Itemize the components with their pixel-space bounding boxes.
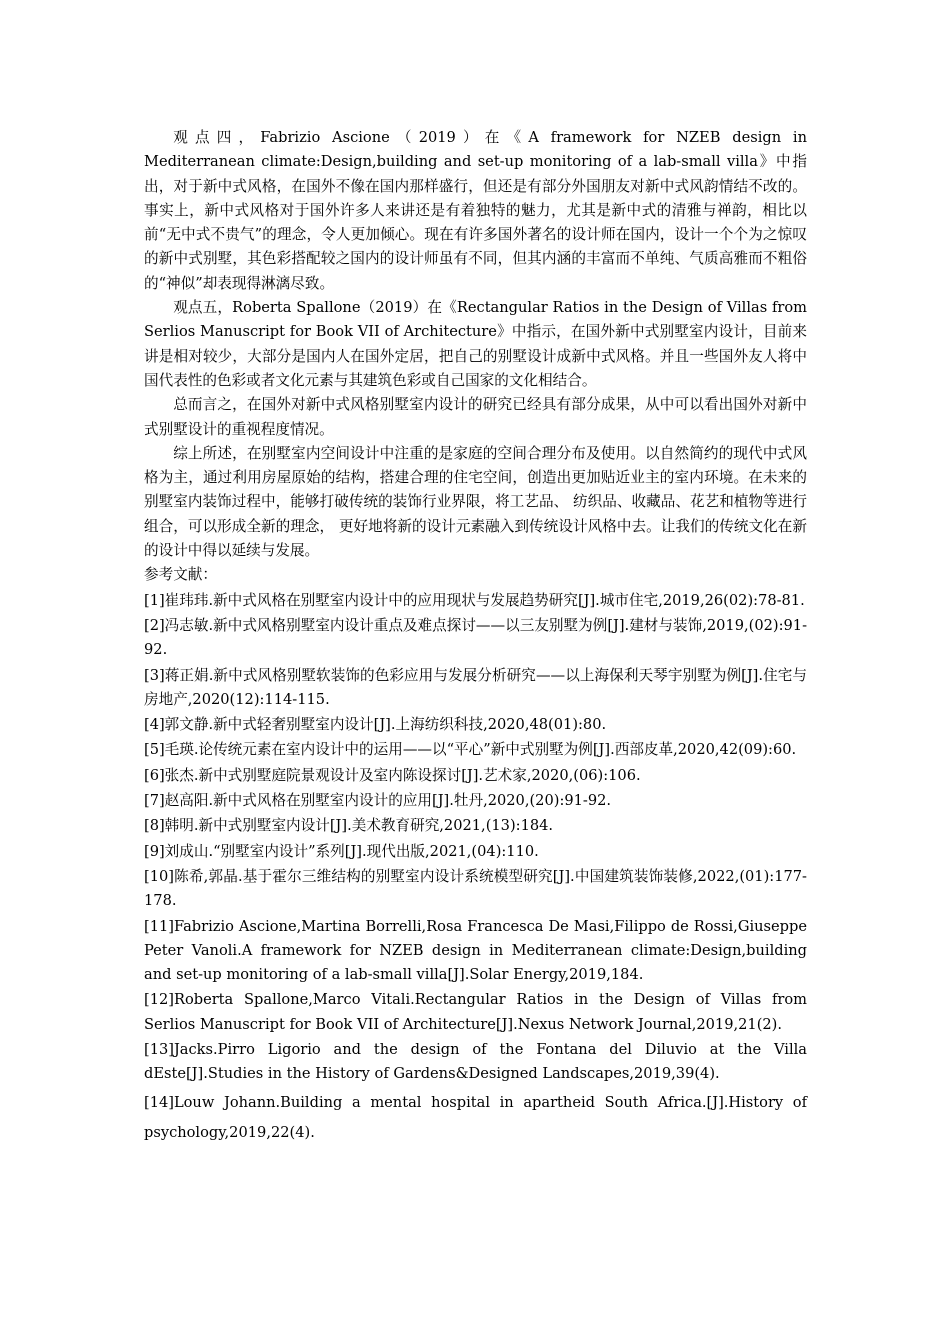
reference-item: [5]毛瑛.论传统元素在室内设计中的运用——以“平心”新中式别墅为例[J].西部皮革,2020,42(09):60. [144,741,797,759]
reference-item: [9]刘成山.“别墅室内设计”系列[J].现代出版,2021,(04):110. [144,842,539,860]
reference-item: [14]Louw Johann.Building a mental hospital in apartheid South Africa.[J].History of psychology,2019,22(4). [144,1093,807,1141]
reference-list [144,589,807,1148]
paragraph-viewpoint-four: 观点四，Fabrizio Ascione（2019）在《A framework for NZEB design in Mediterranean climate:Design,building and set-up monitoring of a lab-small villa》中指出，对于新中式风格，在国外不像在国内那样盛行，但还是有部分外国朋友对新中式风韵情结不改的。事实上，新中式风格对于国外许多人来讲还是有着独特的魅力，尤其是新中式的清雅与禅韵，相比以前“无中式不贵气”的理念，令人更加倾心。现在有许多国外著名的设计师在国内，设计一个个为之惊叹的新中式别墅，其色彩搭配较之国内的设计师虽有不同，但其内涵的丰富而不单纯、气质高雅而不粗俗的“神似”却表现得淋漓尽致。 [144,129,807,292]
reference-item: [10]陈希,郭晶.基于霍尔三维结构的别墅室内设计系统模型研究[J].中国建筑装饰装修,2022,(01):177-178. [144,867,807,910]
reference-item: [11]Fabrizio Ascione,Martina Borrelli,Rosa Francesca De Masi,Filippo de Rossi,Giuseppe Peter Vanoli.A framework for NZEB design in Mediterranean climate:Design,building and set-up monitoring of a lab-small villa[J].Solar Energy,2019,184. [144,917,807,984]
reference-item: [7]赵高阳.新中式风格在别墅室内设计的应用[J].牡丹,2020,(20):91-92. [144,792,612,810]
reference-item: [4]郭文静.新中式轻奢别墅室内设计[J].上海纺织科技,2020,48(01):80. [144,716,607,734]
reference-item: [8]韩明.新中式别墅室内设计[J].美术教育研究,2021,(13):184. [144,817,554,835]
reference-item: [2]冯志敏.新中式风格别墅室内设计重点及难点探讨——以三友别墅为例[J].建材与装饰,2019,(02):91-92. [144,616,807,659]
paragraph-viewpoint-five: 观点五，Roberta Spallone（2019）在《Rectangular Ratios in the Design of Villas from Serlios Manuscript for Book VII of Architecture》中指示，在国外新中式别墅室内设计，目前来讲是相对较少，大部分是国内人在国外定居，把自己的别墅设计成新中式风格。并且一些国外友人将中国代表性的色彩或者文化元素与其建筑色彩或自己国家的文化相结合。 [144,299,807,389]
reference-item: [3]蒋正娟.新中式风格别墅软装饰的色彩应用与发展分析研究——以上海保利天琴宇别墅为例[J].住宅与房地产,2020(12):114-115. [144,666,807,708]
paragraph-in-summary: 总而言之，在国外对新中式风格别墅室内设计的研究已经具有部分成果，从中可以看出国外对新中式别墅设计的重视程度情况。 [144,396,807,438]
paragraph-conclusion: 综上所述，在别墅室内空间设计中注重的是家庭的空间合理分布及使用。以自然简约的现代中式风格为主，通过利用房屋原始的结构，搭建合理的住宅空间，创造出更加贴近业主的室内环境。在未来的别墅室内装饰过程中，能够打破传统的装饰行业界限，将工艺品、 纺织品、收藏品、花艺和植物等进行组合，可以形成全新的理念， 更好地将新的设计元素融入到传统设计风格中去。让我们的传统文化在新的设计中得以延续与发展。 [144,444,807,560]
reference-item: [6]张杰.新中式别墅庭院景观设计及室内陈设探讨[J].艺术家,2020,(06):106. [144,766,641,784]
reference-item: [12]Roberta Spallone,Marco Vitali.Rectangular Ratios in the Design of Villas from Serlios Manuscript for Book VII of Architecture[J].Nexus Network Journal,2019,21(2). [144,991,807,1033]
references-heading: 参考文献： [144,566,217,584]
reference-item: [1]崔玮玮.新中式风格在别墅室内设计中的应用现状与发展趋势研究[J].城市住宅,2019,26(02):78-81. [144,591,805,609]
reference-item: [13]Jacks.Pirro Ligorio and the design of the Fontana del Diluvio at the Villa dEste[J].Studies in the History of Gardens&Designed Landscapes,2019,39(4). [144,1040,807,1083]
